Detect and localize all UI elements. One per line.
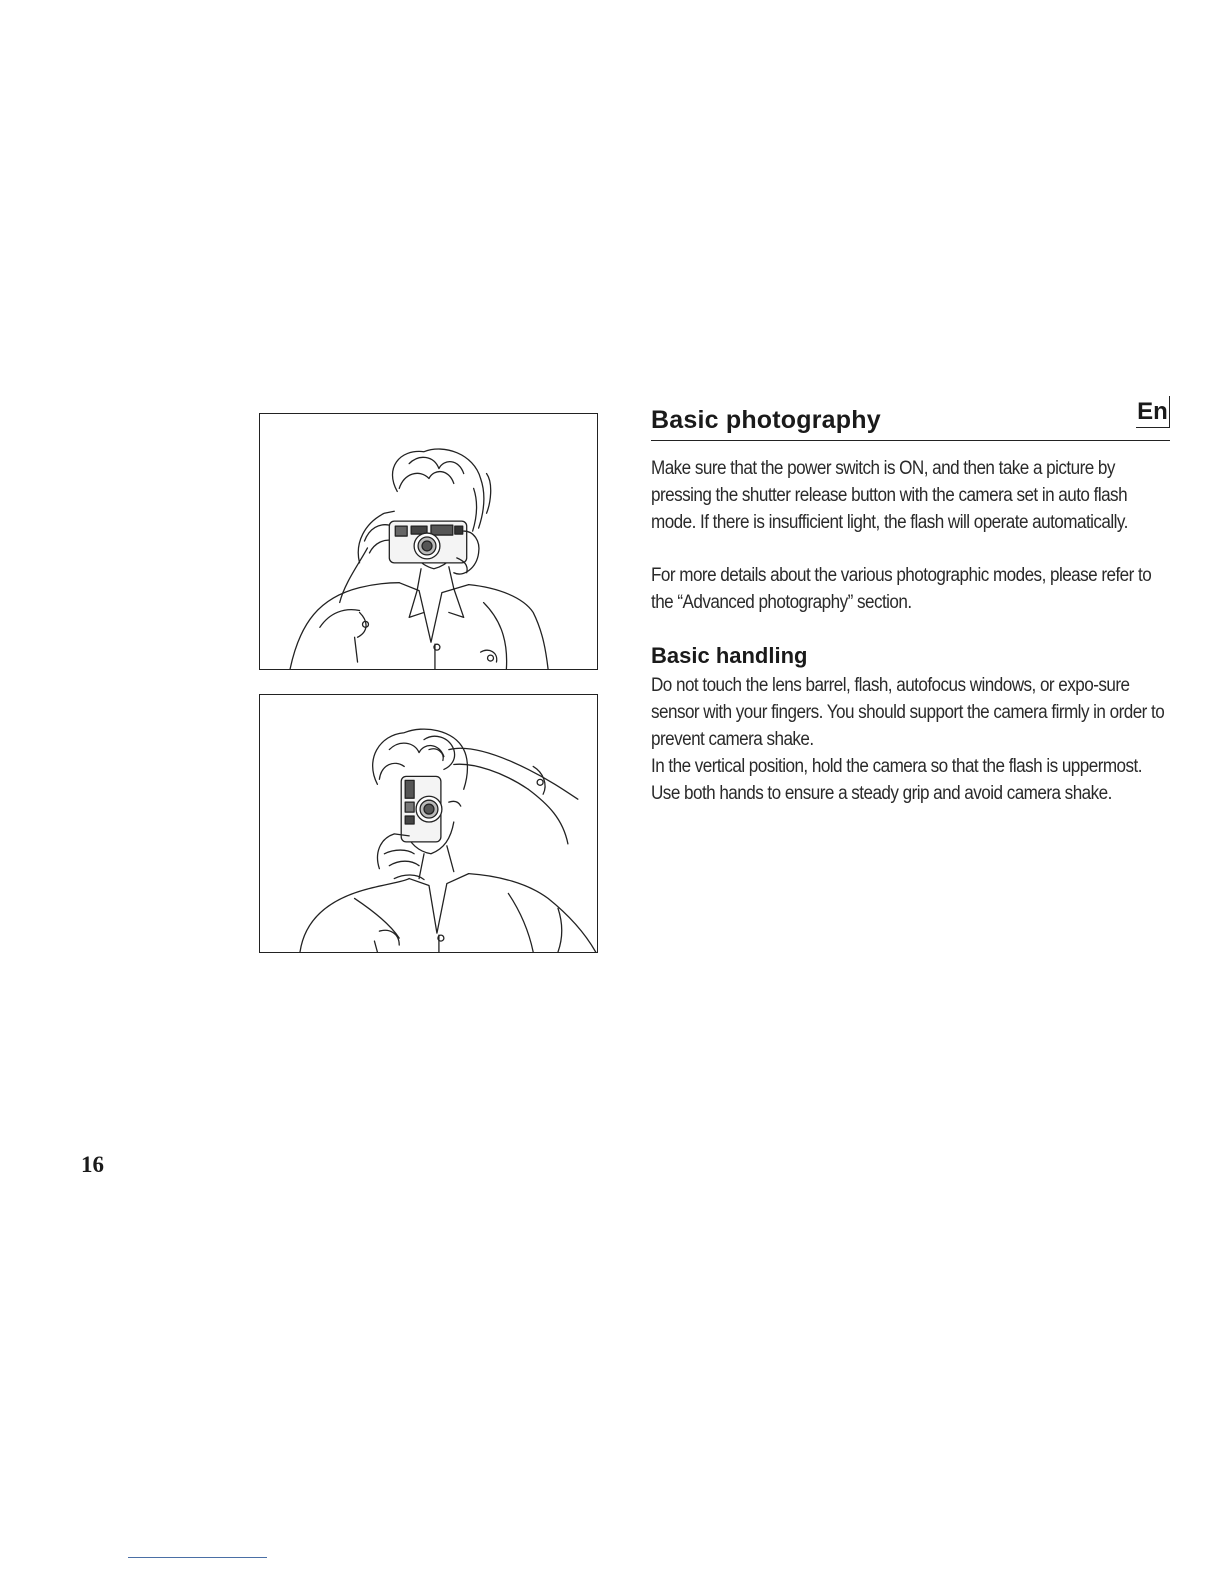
page-number: 16 [81, 1152, 104, 1177]
handling-paragraph: Do not touch the lens barrel, flash, autofocus windows, or expo-sure sensor with your fingers. You should support the camera firmly in order to prevent camera shake. [651, 675, 1165, 750]
intro-paragraph: Make sure that the power switch is ON, and then take a picture by pressing the shutter release button with the camera set in auto flash mode. If there is insufficient light, the flash will operate automatically. [651, 458, 1128, 533]
illustration-horizontal-grip [259, 413, 598, 670]
vertical-position-paragraph: In the vertical position, hold the camera so that the flash is uppermost. Use both hands to ensure a steady grip and avoid camera shake. [651, 756, 1142, 804]
vertical-grip-drawing [260, 695, 597, 952]
horizontal-grip-drawing [260, 414, 597, 669]
section-title: Basic photography [651, 406, 881, 434]
title-underline [651, 440, 1170, 441]
subsection-title: Basic handling [651, 643, 808, 668]
footer-divider [128, 1557, 267, 1558]
illustration-vertical-grip [259, 694, 598, 953]
language-badge: En [1136, 396, 1170, 428]
modes-reference-paragraph: For more details about the various photographic modes, please refer to the “Advanced photography” section. [651, 565, 1152, 613]
